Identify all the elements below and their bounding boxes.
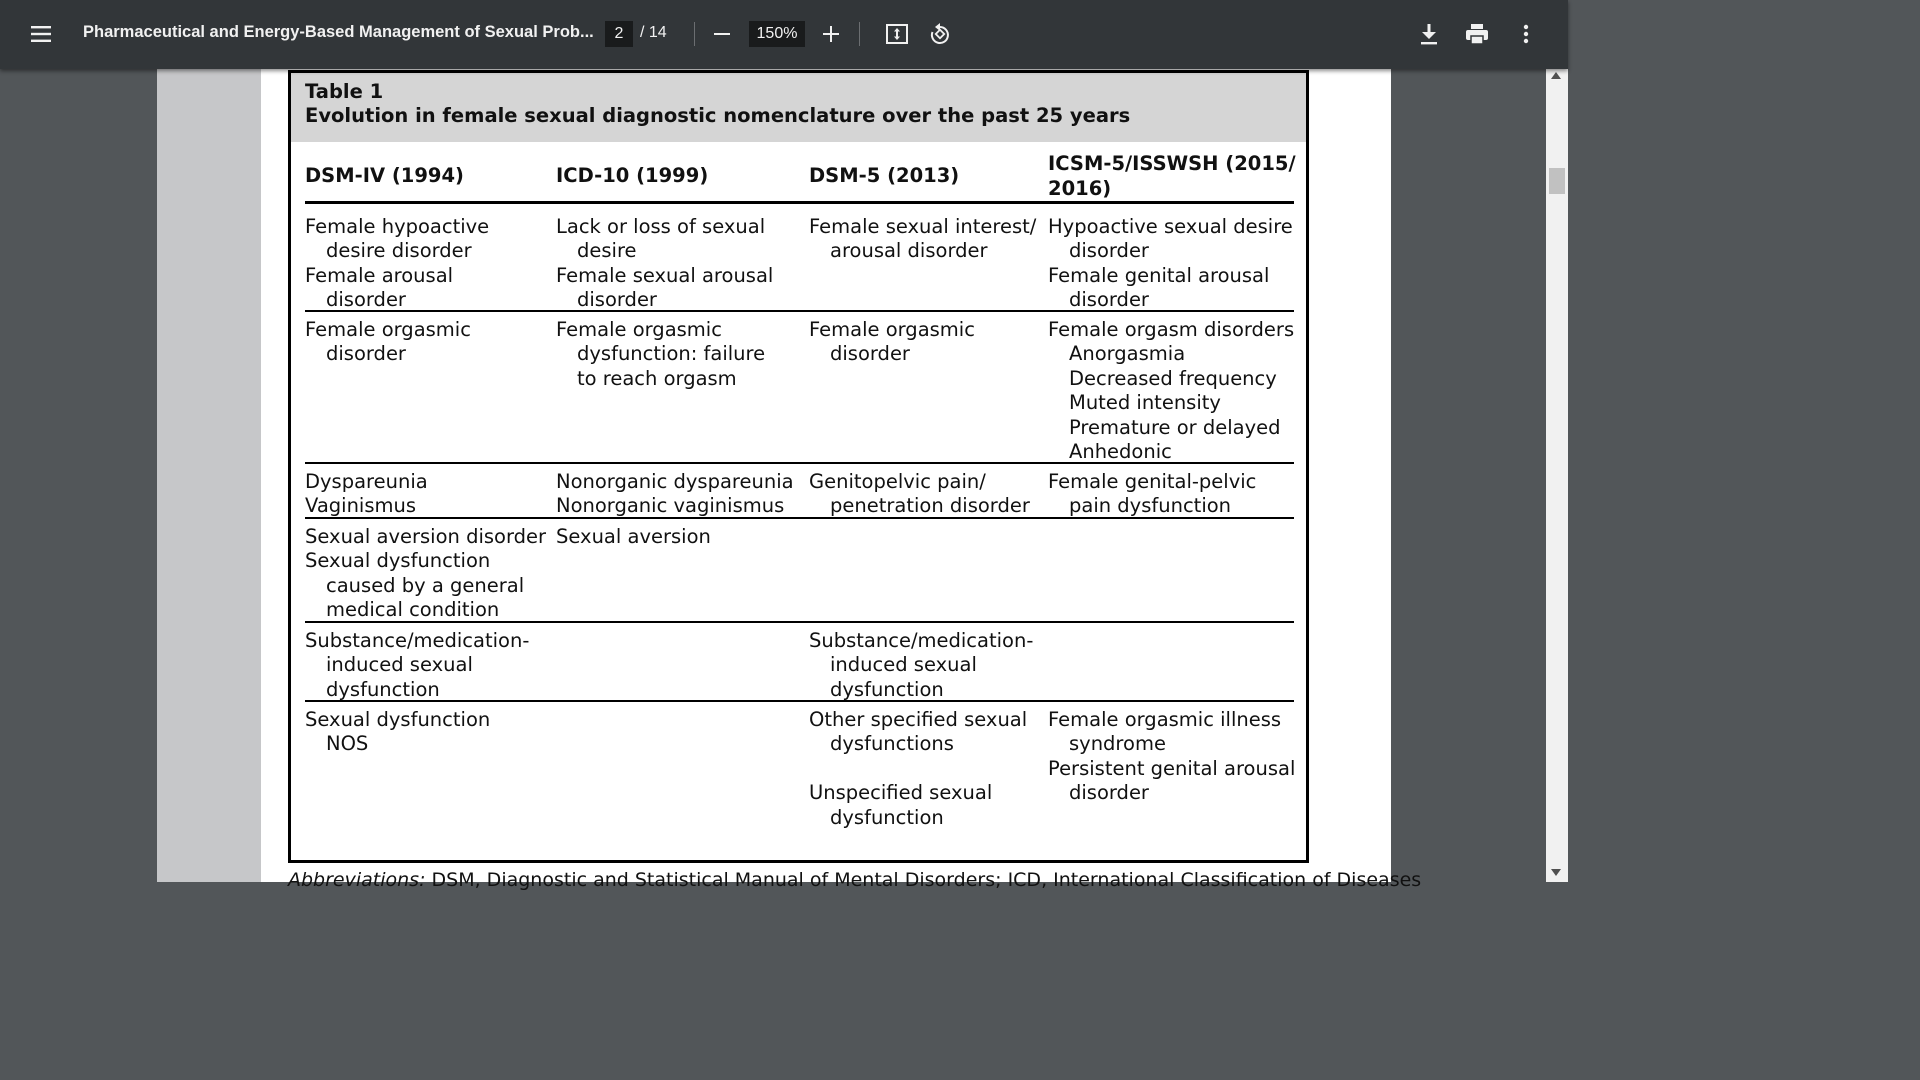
- sub-entry: [1048, 391, 1298, 415]
- table-cell: [809, 629, 1059, 702]
- entry-line: Premature or delayed: [1069, 415, 1281, 439]
- entry-line: Nonorganic vaginismus: [556, 494, 785, 518]
- entry-line: Female hypoactive: [305, 215, 490, 238]
- table-cell: [556, 215, 806, 313]
- table-entry: [305, 470, 555, 494]
- entry-line: Vaginismus: [305, 494, 417, 518]
- entry-line: Dyspareunia: [305, 470, 428, 493]
- table-entry: [556, 525, 806, 549]
- table-cell: [1048, 708, 1298, 806]
- table-entry: [305, 318, 555, 367]
- column-header: ICSM-5/ISSWSH (2015/ 2016): [1048, 152, 1296, 200]
- entry-line: Lack or loss of sexual: [556, 215, 766, 238]
- menu-icon[interactable]: [24, 19, 58, 49]
- table-cell: [305, 708, 555, 757]
- entry-line: Sexual dysfunction: [305, 708, 491, 731]
- entry-line: Female orgasmic: [305, 318, 471, 341]
- entry-line: arousal disorder: [830, 239, 988, 263]
- entry-line: penetration disorder: [830, 494, 1030, 518]
- entry-line: dysfunction: [326, 677, 440, 701]
- document-title: Pharmaceutical and Energy-Based Management of Sexual Prob...: [83, 23, 594, 41]
- column-header: ICD-10 (1999): [556, 164, 709, 187]
- table-cell: [305, 525, 555, 623]
- table-entry: [305, 708, 555, 757]
- entry-line: Persistent genital arousal: [1048, 756, 1296, 780]
- table-entry: [305, 215, 555, 264]
- toolbar-divider: [859, 22, 860, 46]
- table-entry: [809, 215, 1059, 264]
- table-title: Evolution in female sexual diagnostic nomenclature over the past 25 years: [305, 104, 1131, 127]
- entry-line: Female arousal: [305, 263, 454, 287]
- table-entry: [1048, 757, 1298, 806]
- table-label: Table 1: [305, 80, 384, 103]
- entry-line: Female orgasmic: [809, 318, 975, 341]
- fit-page-icon: [885, 23, 909, 45]
- entry-line: Other specified sexual: [809, 708, 1028, 731]
- table-entry: [556, 215, 806, 264]
- table-entry: [305, 264, 555, 313]
- entry-line: Female genital-pelvic: [1048, 470, 1257, 493]
- entry-line: Muted intensity: [1069, 391, 1221, 415]
- table-entry: [1048, 318, 1298, 342]
- entry-line: desire disorder: [326, 239, 472, 263]
- table-entry: [809, 781, 1059, 830]
- entry-line: Female orgasmic illness: [1048, 708, 1282, 731]
- table-entry: [809, 757, 1059, 781]
- entry-line: Female sexual arousal: [556, 263, 774, 287]
- entry-line: Anorgasmia: [1069, 342, 1186, 366]
- table-entry: [556, 318, 806, 391]
- table-entry: [1048, 215, 1298, 264]
- entry-line: Substance/medication-: [809, 629, 1034, 652]
- table-1: [288, 70, 1309, 863]
- print-icon: [1465, 23, 1489, 45]
- column-header: DSM-IV (1994): [305, 164, 464, 187]
- table-entry: [305, 525, 555, 549]
- table-header-band: [291, 73, 1306, 142]
- table-cell: [305, 215, 555, 313]
- sub-entry: [1048, 367, 1298, 391]
- entry-line: disorder: [326, 342, 406, 366]
- table-cell: [809, 708, 1059, 830]
- entry-line: NOS: [326, 732, 369, 756]
- table-cell: [809, 318, 1059, 367]
- table-entry: [1048, 264, 1298, 313]
- table-cell: [1048, 470, 1298, 519]
- table-entry: [1048, 708, 1298, 757]
- entry-line: disorder: [577, 288, 657, 312]
- rotate-button[interactable]: [924, 18, 956, 50]
- table-entry: [1048, 470, 1298, 519]
- entry-line: Female sexual interest/: [809, 215, 1037, 238]
- entry-line: disorder: [1069, 288, 1149, 312]
- rotate-icon: [928, 22, 952, 46]
- entry-line: Female orgasmic: [556, 318, 722, 341]
- sub-entry: [1048, 416, 1298, 440]
- table-cell: [1048, 318, 1298, 464]
- pdf-toolbar: [0, 0, 1568, 69]
- table-entry: [809, 470, 1059, 519]
- entry-line: disorder: [1069, 239, 1149, 263]
- entry-line: Substance/medication-: [305, 629, 530, 652]
- zoom-in-button[interactable]: [817, 20, 845, 48]
- plus-icon: [822, 25, 840, 43]
- table-caption: [288, 869, 1422, 891]
- scrollbar-thumb[interactable]: [1549, 168, 1565, 194]
- entry-line: Sexual aversion: [556, 525, 711, 548]
- table-entry: [305, 549, 555, 622]
- entry-line: caused by a general: [326, 573, 525, 597]
- column-header: DSM-5 (2013): [809, 164, 960, 187]
- entry-line: Anhedonic: [1069, 440, 1172, 464]
- page-total: / 14: [640, 24, 667, 41]
- table-entry: [809, 318, 1059, 367]
- minus-icon: [713, 25, 731, 43]
- entry-line: Female genital arousal: [1048, 263, 1270, 287]
- table-cell: [305, 470, 555, 519]
- scroll-up-arrow-icon[interactable]: [1551, 72, 1561, 79]
- scroll-down-arrow-icon[interactable]: [1551, 869, 1561, 876]
- entry-line: Nonorganic dyspareunia: [556, 470, 794, 493]
- entry-line: Sexual dysfunction: [305, 549, 491, 573]
- entry-line: Sexual aversion disorder: [305, 525, 547, 548]
- entry-line: induced sexual: [830, 653, 977, 677]
- entry-line: medical condition: [326, 598, 500, 622]
- table-cell: [1048, 215, 1298, 313]
- entry-line: dysfunction: failure: [577, 342, 766, 366]
- entry-line: induced sexual: [326, 653, 473, 677]
- table-cell: [556, 470, 806, 519]
- download-icon: [1419, 23, 1439, 45]
- toolbar-divider: [694, 22, 695, 46]
- table-entry: [809, 708, 1059, 757]
- entry-line: dysfunction: [830, 677, 944, 701]
- table-cell: [809, 470, 1059, 519]
- table-entry: [809, 629, 1059, 702]
- entry-line: to reach orgasm: [577, 366, 737, 390]
- more-options-button[interactable]: [1510, 18, 1542, 50]
- page-margin-shading: [157, 69, 261, 882]
- table-entry: [556, 264, 806, 313]
- entry-line: desire: [577, 239, 637, 263]
- entry-line: disorder: [830, 342, 910, 366]
- entry-line: Hypoactive sexual desire: [1048, 215, 1293, 238]
- entry-line: pain dysfunction: [1069, 494, 1232, 518]
- sub-entry: [1048, 440, 1298, 464]
- caption-text: DSM, Diagnostic and Statistical Manual of Mental Disorders; ICD, International Classification of Diseases: [425, 869, 1422, 891]
- entry-line: disorder: [1069, 781, 1149, 805]
- table-rule: [305, 201, 1294, 204]
- print-button[interactable]: [1461, 18, 1493, 50]
- entry-line: dysfunction: [830, 805, 944, 829]
- entry-line: disorder: [326, 288, 406, 312]
- entry-line: Female orgasm disorders: [1048, 318, 1295, 341]
- caption-label: Abbreviations:: [288, 869, 426, 891]
- table-cell: [809, 215, 1059, 264]
- table-entry: [305, 629, 555, 702]
- entry-line: Unspecified sexual: [809, 781, 993, 805]
- sub-entry: [1048, 342, 1298, 366]
- table-cell: [305, 318, 555, 367]
- table-cell: [556, 525, 806, 549]
- entry-line: Decreased frequency: [1069, 366, 1277, 390]
- zoom-out-button[interactable]: [708, 20, 736, 48]
- table-cell: [556, 318, 806, 391]
- download-button[interactable]: [1413, 18, 1445, 50]
- page-number-input[interactable]: [605, 21, 633, 47]
- entry-line: syndrome: [1069, 732, 1166, 756]
- entry-line: dysfunctions: [830, 732, 954, 756]
- table-entry: [556, 470, 806, 494]
- table-cell: [305, 629, 555, 702]
- zoom-level-input[interactable]: [749, 21, 805, 47]
- table-entry: [305, 494, 555, 518]
- more-vert-icon: [1523, 24, 1529, 44]
- entry-line: Genitopelvic pain/: [809, 470, 986, 493]
- fit-to-page-button[interactable]: [881, 18, 913, 50]
- table-entry: [556, 494, 806, 518]
